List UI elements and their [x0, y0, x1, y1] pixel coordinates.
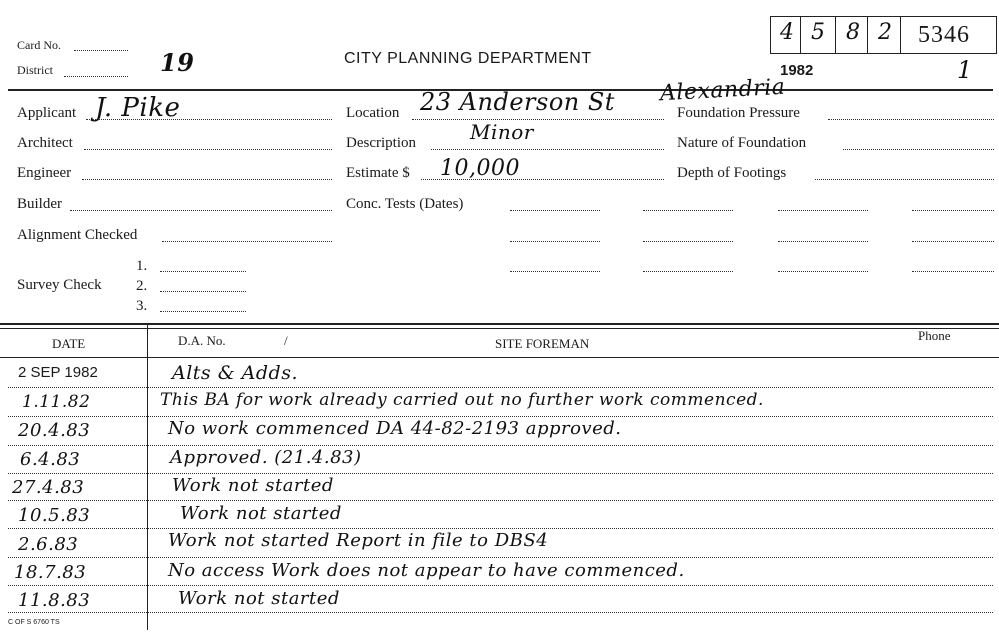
card-no-label: Card No. [17, 38, 61, 52]
da-no-header: D.A. No. [178, 333, 226, 348]
district-value: 19 [160, 48, 195, 77]
log-row-5-note: Work not started [172, 475, 334, 496]
log-row-5-date: 27.4.83 [12, 477, 85, 498]
ref-digit-3: 8 [846, 20, 861, 45]
ref-digit-1: 4 [780, 20, 795, 45]
date-header: DATE [52, 336, 86, 351]
nature-foundation-label: Nature of Foundation [677, 135, 807, 151]
log-row-1-note: Alts & Adds. [172, 362, 299, 384]
ref-suffix: 1 [957, 56, 973, 84]
log-row-2-note: This BA for work already carried out no further work commenced. [160, 390, 764, 410]
survey-item-3: 3. [136, 298, 148, 314]
log-row-3-date: 20.4.83 [18, 420, 91, 441]
location-value: 23 Anderson St [420, 88, 615, 116]
da-slash: / [284, 333, 288, 348]
page-title: CITY PLANNING DEPARTMENT [344, 50, 592, 67]
location-suburb: Alexandria [659, 74, 786, 107]
district-line [64, 76, 128, 77]
estimate-value: 10,000 [440, 156, 520, 181]
ref-digit-2: 5 [811, 20, 826, 45]
log-row-8-date: 18.7.83 [14, 562, 87, 583]
location-label: Location [346, 105, 400, 121]
alignment-label: Alignment Checked [17, 227, 138, 243]
architect-label: Architect [17, 135, 73, 151]
conc-tests-label: Conc. Tests (Dates) [346, 196, 464, 212]
card-no-line [74, 50, 128, 51]
foundation-pressure-label: Foundation Pressure [677, 105, 800, 121]
survey-check-label: Survey Check [17, 277, 102, 293]
depth-footings-label: Depth of Footings [677, 165, 787, 181]
description-value: Minor [470, 120, 534, 144]
log-row-8-note: No access Work does not appear to have commenced. [168, 560, 685, 581]
district-label: District [17, 63, 53, 77]
phone-header: Phone [918, 328, 951, 343]
site-foreman-header: SITE FOREMAN [495, 336, 590, 351]
form-code: C OF S 6760 TS [8, 619, 60, 626]
survey-item-2: 2. [136, 278, 148, 294]
ref-digit-4: 2 [878, 20, 893, 45]
log-row-1-date: 2 SEP 1982 [18, 364, 98, 381]
ref-number: 5346 [918, 22, 970, 48]
log-row-2-date: 1.11.82 [22, 392, 91, 412]
log-row-9-date: 11.8.83 [18, 590, 91, 611]
description-label: Description [346, 135, 416, 151]
estimate-label: Estimate $ [346, 165, 410, 181]
log-row-7-note: Work not started Report in file to DBS4 [168, 530, 549, 551]
log-row-9-note: Work not started [178, 588, 340, 609]
log-row-4-note: Approved. (21.4.83) [170, 447, 362, 468]
log-row-7-date: 2.6.83 [18, 534, 79, 555]
table-top-border [0, 323, 999, 325]
builder-label: Builder [17, 196, 62, 212]
engineer-label: Engineer [17, 165, 72, 181]
log-row-4-date: 6.4.83 [20, 449, 81, 470]
log-row-6-date: 10.5.83 [18, 505, 91, 526]
log-row-6-note: Work not started [180, 503, 342, 524]
survey-item-1: 1. [136, 258, 148, 274]
log-row-3-note: No work commenced DA 44-82-2193 approved. [168, 418, 622, 439]
year-label: 1982 [780, 62, 814, 79]
applicant-label: Applicant [17, 105, 77, 121]
applicant-value: J. Pike [95, 93, 181, 123]
